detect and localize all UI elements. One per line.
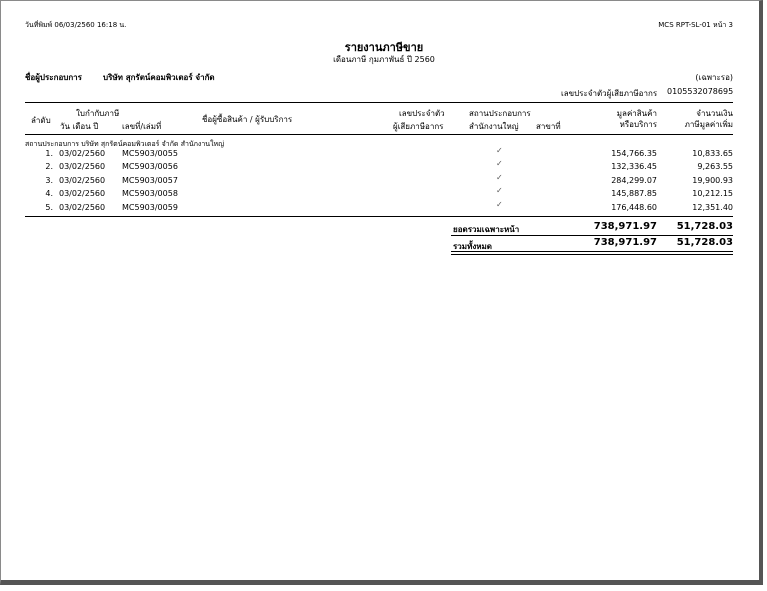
operator-name: บริษัท สุกรัตน์คอมพิวเตอร์ จำกัด [103, 73, 215, 82]
col-amount-line2: หรือบริการ [619, 120, 657, 129]
page-total-vat: 51,728.03 [676, 221, 733, 232]
body-bottom-rule [25, 216, 733, 217]
col-branch-group: สถานประกอบการ [469, 109, 531, 118]
row-number: MC5903/0056 [122, 162, 178, 171]
report-title: รายงานภาษีขาย [344, 41, 424, 54]
head-office-check-icon: ✓ [496, 200, 503, 209]
grand-total-amount: 738,971.97 [593, 237, 657, 248]
header-bottom-rule [25, 134, 733, 135]
row-date: 03/02/2560 [59, 189, 106, 198]
col-date: วัน เดือน ปี [60, 122, 99, 131]
col-taxid-line1: เลขประจำตัว [399, 109, 445, 118]
row-date: 03/02/2560 [59, 149, 106, 158]
taxid-label: เลขประจำตัวผู้เสียภาษีอากร [561, 89, 658, 98]
grand-total-vat: 51,728.03 [676, 237, 733, 248]
row-seq: 3. [45, 176, 53, 185]
col-seq: ลำดับ [31, 116, 51, 125]
row-amount: 284,299.07 [611, 176, 657, 185]
row-vat: 10,212.15 [692, 189, 733, 198]
row-number: MC5903/0055 [122, 149, 178, 158]
group-label: สถานประกอบการ บริษัท สุกรัตน์คอมพิวเตอร์ จำกัด สำนักงานใหญ่ [25, 140, 225, 148]
head-office-check-icon: ✓ [496, 173, 503, 182]
row-amount: 132,336.45 [611, 162, 657, 171]
row-date: 03/02/2560 [59, 176, 106, 185]
col-vat-line2: ภาษีมูลค่าเพิ่ม [684, 120, 733, 129]
row-vat: 19,900.93 [692, 176, 733, 185]
report-scope: (เฉพาะรอ) [695, 73, 733, 82]
row-seq: 1. [45, 149, 53, 158]
row-date: 03/02/2560 [59, 203, 106, 212]
col-buyer: ชื่อผู้ซื้อสินค้า / ผู้รับบริการ [202, 115, 293, 124]
totals-mid-rule [451, 235, 733, 236]
operator-label: ชื่อผู้ประกอบการ [25, 73, 82, 82]
head-office-check-icon: ✓ [496, 186, 503, 195]
row-seq: 4. [45, 189, 53, 198]
col-amount-line1: มูลค่าสินค้า [616, 109, 657, 118]
row-seq: 5. [45, 203, 53, 212]
grand-total-double-rule [451, 251, 733, 255]
row-number: MC5903/0058 [122, 189, 178, 198]
row-vat: 12,351.40 [692, 203, 733, 212]
row-vat: 10,833.65 [692, 149, 733, 158]
report-code: MCS RPT-SL-01 หน้า 3 [658, 21, 733, 29]
row-vat: 9,263.55 [697, 162, 733, 171]
row-amount: 176,448.60 [611, 203, 657, 212]
col-branch: สาขาที่ [536, 122, 561, 131]
row-seq: 2. [45, 162, 53, 171]
col-head-office: สำนักงานใหญ่ [469, 122, 519, 131]
col-invoice: ใบกำกับภาษี [76, 109, 120, 118]
col-taxid-line2: ผู้เสียภาษีอากร [393, 122, 444, 131]
head-office-check-icon: ✓ [496, 159, 503, 168]
row-date: 03/02/2560 [59, 162, 106, 171]
col-number: เลขที่/เล่มที่ [122, 122, 162, 131]
header-top-rule [25, 102, 733, 103]
row-number: MC5903/0057 [122, 176, 178, 185]
col-vat-line1: จำนวนเงิน [696, 109, 733, 118]
print-date: วันที่พิมพ์ 06/03/2560 16:18 น. [25, 21, 127, 29]
page-total-amount: 738,971.97 [593, 221, 657, 232]
row-number: MC5903/0059 [122, 203, 178, 212]
head-office-check-icon: ✓ [496, 146, 503, 155]
grand-total-label: รวมทั้งหมด [453, 242, 492, 251]
report-subtitle: เดือนภาษี กุมภาพันธ์ ปี 2560 [333, 55, 435, 64]
row-amount: 154,766.35 [611, 149, 657, 158]
row-amount: 145,887.85 [611, 189, 657, 198]
taxid-value: 0105532078695 [667, 87, 734, 96]
page-total-label: ยอดรวมเฉพาะหน้า [453, 225, 520, 234]
